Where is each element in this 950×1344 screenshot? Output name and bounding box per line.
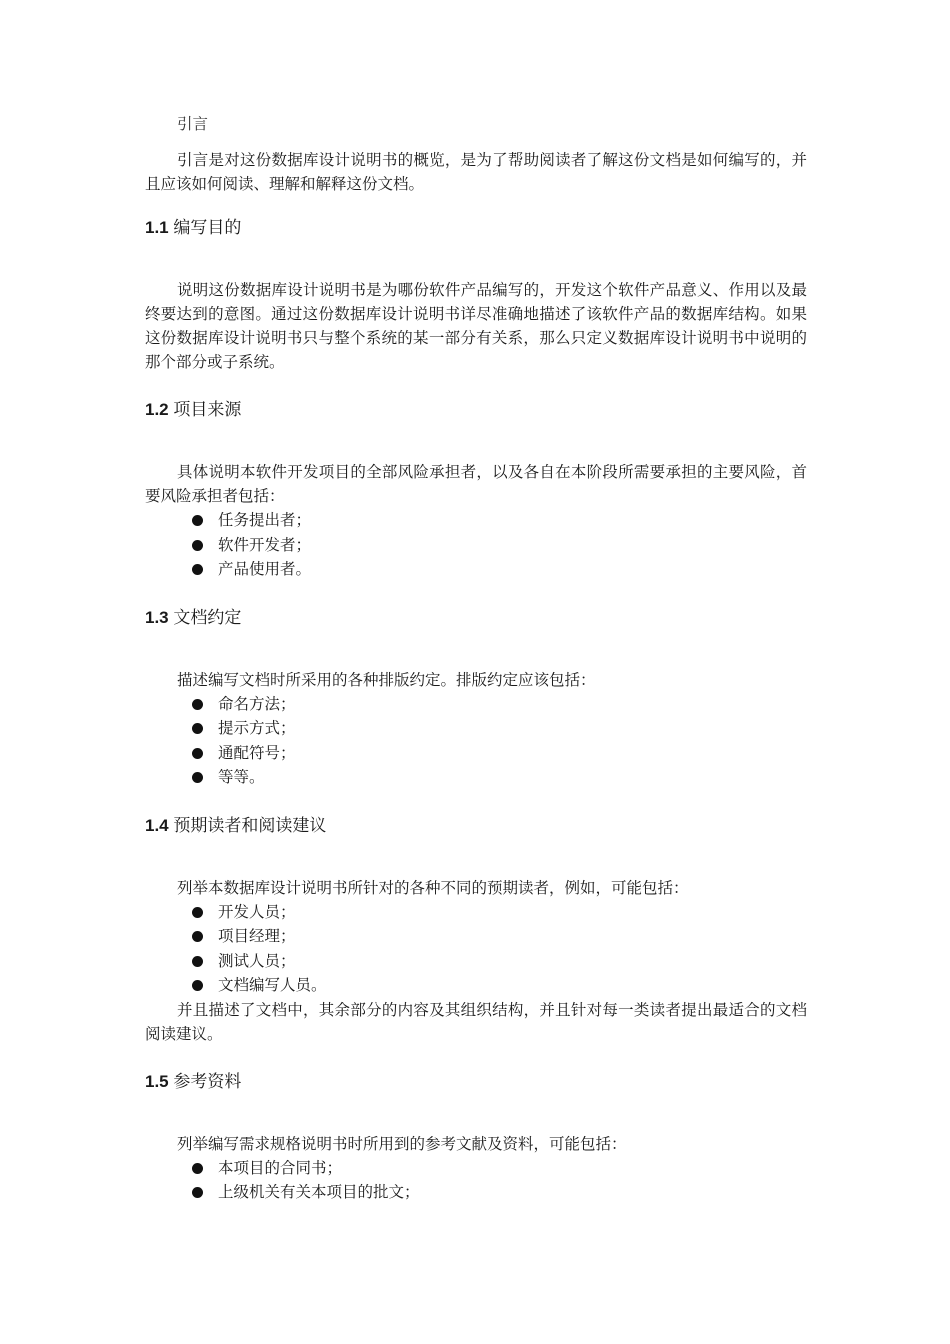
bullet-icon (192, 540, 203, 551)
section-1-4 (145, 814, 807, 1046)
bullet-icon (192, 1163, 203, 1174)
bullet-icon (192, 515, 203, 526)
list-item: 软件开发者； (145, 533, 807, 558)
section-1-5 (145, 1070, 807, 1205)
section-heading: 1.1 编写目的 (145, 218, 242, 237)
list-item: 项目经理； (145, 924, 807, 949)
section-heading: 1.3 文档约定 (145, 607, 242, 627)
list-item: 任务提出者； (145, 508, 807, 533)
bullet-icon (192, 723, 203, 734)
section-paragraph: 说明这份数据库设计说明书是为哪份软件产品编写的，开发这个软件产品意义、作用以及最终要达到的意图。通过这份数据库设计说明书详尽准确地描述了该软件产品的数据库结构。如果这份数据库设计说明书只与整个系统的某一部分有关系，那么只定义数据库设计说明书中说明的那个部分或子系统。 (145, 281, 807, 371)
section-heading: 1.2 项目来源 (145, 400, 242, 419)
list-item: 上级机关有关本项目的批文； (145, 1180, 807, 1205)
section-paragraph-after: 并且描述了文档中，其余部分的内容及其组织结构，并且针对每一类读者提出最适合的文档阅读建议。 (145, 1000, 807, 1043)
section-heading: 1.5 参考资料 (145, 1071, 242, 1091)
section-1-3 (145, 606, 807, 790)
bullet-icon (192, 699, 203, 710)
bullet-icon (192, 956, 203, 967)
list-item: 命名方法； (145, 692, 807, 717)
bullet-icon (192, 980, 203, 991)
list-item: 开发人员； (145, 900, 807, 925)
list-item: 本项目的合同书； (145, 1156, 807, 1181)
bullet-list (145, 692, 807, 790)
section-paragraph: 具体说明本软件开发项目的全部风险承担者，以及各自在本阶段所需要承担的主要风险，首要风险承担者包括： (145, 463, 807, 505)
list-item: 等等。 (145, 765, 807, 790)
section-paragraph: 列举本数据库设计说明书所针对的各种不同的预期读者，例如，可能包括： (177, 878, 689, 897)
section-paragraph: 描述编写文档时所采用的各种排版约定。排版约定应该包括： (177, 670, 596, 689)
section-1-2 (145, 398, 807, 582)
bullet-icon (192, 748, 203, 759)
bullet-icon (192, 931, 203, 942)
section-1-1 (145, 216, 807, 374)
bullet-icon (192, 907, 203, 918)
section-paragraph: 列举编写需求规格说明书时所用到的参考文献及资料，可能包括： (177, 1134, 627, 1153)
bullet-icon (192, 564, 203, 575)
bullet-icon (192, 1187, 203, 1198)
list-item: 产品使用者。 (145, 557, 807, 582)
document-page (145, 112, 807, 1205)
bullet-list (145, 1156, 807, 1205)
list-item: 文档编写人员。 (145, 973, 807, 998)
list-item: 通配符号； (145, 741, 807, 766)
bullet-list (145, 900, 807, 998)
bullet-list (145, 508, 807, 582)
intro-label: 引言 (177, 115, 209, 133)
list-item: 提示方式； (145, 716, 807, 741)
intro-paragraph: 引言是对这份数据库设计说明书的概览，是为了帮助阅读者了解这份文档是如何编写的，并且应该如何阅读、理解和解释这份文档。 (145, 151, 807, 193)
list-item: 测试人员； (145, 949, 807, 974)
section-heading: 1.4 预期读者和阅读建议 (145, 815, 327, 835)
bullet-icon (192, 772, 203, 783)
